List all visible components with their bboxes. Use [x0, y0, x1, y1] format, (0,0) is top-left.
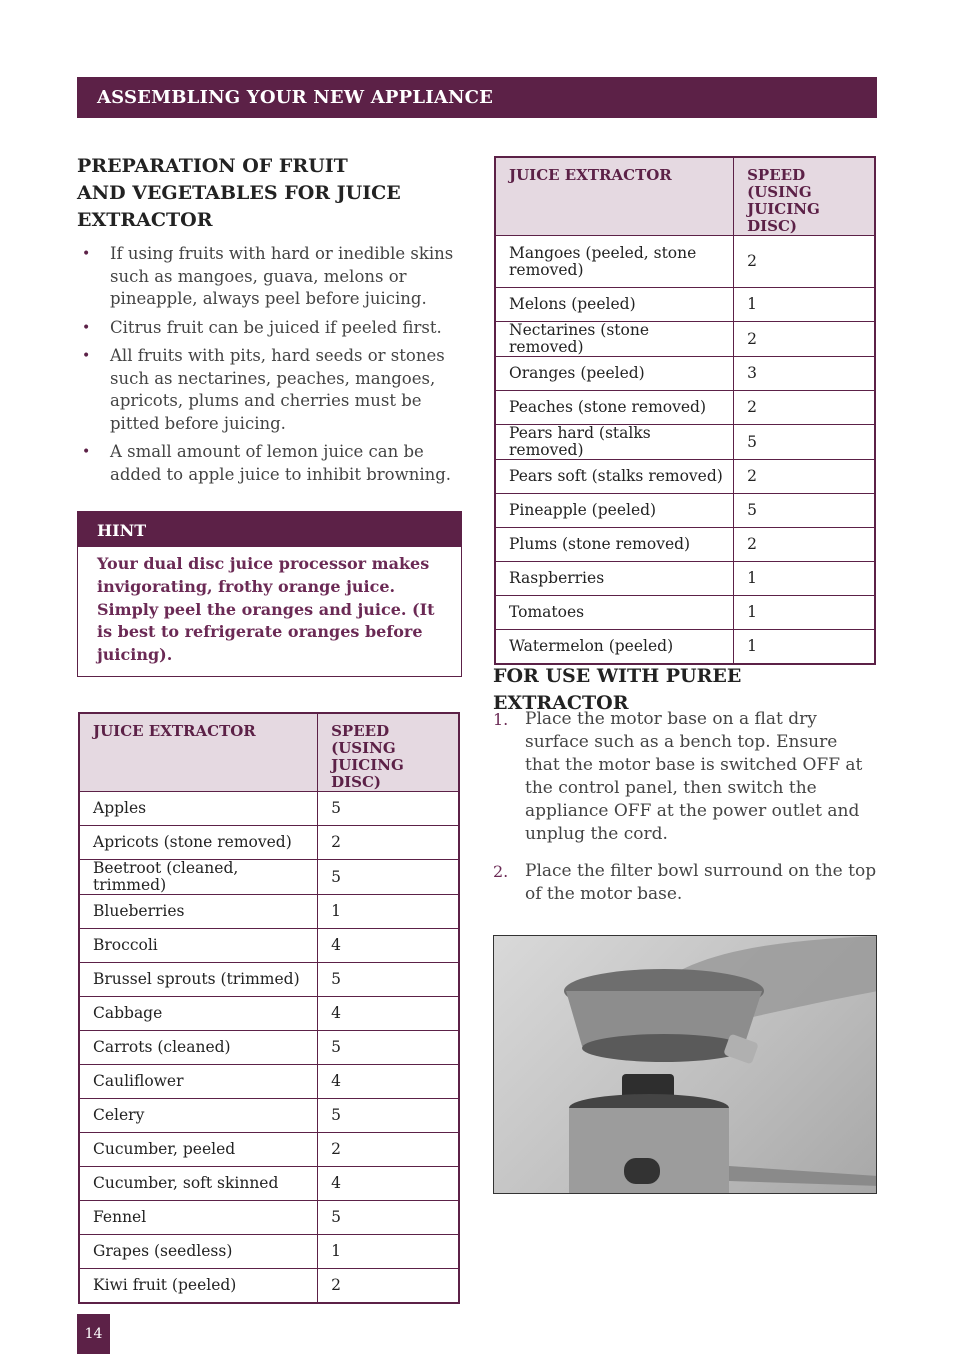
- table-cell-item: Tomatoes: [495, 596, 734, 630]
- table-cell-speed: 4: [318, 1167, 459, 1201]
- table-header-item: JUICE EXTRACTOR: [79, 713, 318, 792]
- table-cell-speed: 2: [318, 1133, 459, 1167]
- table-row: [79, 1099, 459, 1133]
- table-cell-speed: 2: [734, 528, 875, 562]
- table-cell-speed: 4: [318, 929, 459, 963]
- puree-steps: [493, 708, 877, 920]
- hint-box: [77, 511, 462, 677]
- hint-text: Your dual disc juice processor makes invigorating, frothy orange juice. Simply peel the oranges and juice. (It is best to refrigerate oranges before juicing).: [97, 554, 435, 665]
- step-item: [493, 708, 877, 846]
- table-cell-item: Cauliflower: [79, 1065, 318, 1099]
- table-row: [495, 562, 875, 596]
- table-cell-item: Pears soft (stalks removed): [495, 460, 734, 494]
- juice-table-right: [494, 156, 876, 665]
- table-row: [79, 1065, 459, 1099]
- table-cell-item: Cabbage: [79, 997, 318, 1031]
- table-row: [495, 357, 875, 391]
- table-cell-speed: 2: [734, 460, 875, 494]
- table-row: [79, 860, 459, 895]
- prep-heading-line: EXTRACTOR: [77, 209, 213, 231]
- table-cell-item: Apples: [79, 792, 318, 826]
- step-number: 1.: [493, 710, 509, 729]
- table-cell-item: Blueberries: [79, 895, 318, 929]
- table-cell-speed: 5: [734, 494, 875, 528]
- table-cell-item: Plums (stone removed): [495, 528, 734, 562]
- table-row: [495, 596, 875, 630]
- table-row: [495, 630, 875, 664]
- table-row: [79, 792, 459, 826]
- table-cell-item: Watermelon (peeled): [495, 630, 734, 664]
- table-cell-item: Mangoes (peeled, stone removed): [495, 236, 734, 288]
- table-cell-speed: 5: [318, 963, 459, 997]
- table-row: [495, 494, 875, 528]
- table-cell-item: Melons (peeled): [495, 288, 734, 322]
- table-cell-speed: 5: [318, 1099, 459, 1133]
- table-cell-speed: 5: [734, 425, 875, 460]
- prep-heading-line: AND VEGETABLES FOR JUICE: [77, 182, 401, 204]
- table-cell-speed: 1: [318, 895, 459, 929]
- table-cell-item: Peaches (stone removed): [495, 391, 734, 425]
- table-cell-speed: 1: [734, 562, 875, 596]
- table-row: [495, 460, 875, 494]
- prep-bullet-list: [77, 243, 467, 492]
- page-number: 14: [77, 1314, 110, 1354]
- table-header-speed: SPEED (USING JUICING DISC): [734, 157, 875, 236]
- table-header-item: JUICE EXTRACTOR: [495, 157, 734, 236]
- table-row: [79, 1201, 459, 1235]
- table-cell-item: Cucumber, soft skinned: [79, 1167, 318, 1201]
- table-cell-speed: 1: [734, 596, 875, 630]
- table-cell-speed: 2: [318, 826, 459, 860]
- step-number: 2.: [493, 862, 509, 881]
- table-cell-item: Cucumber, peeled: [79, 1133, 318, 1167]
- table-cell-speed: 5: [318, 792, 459, 826]
- table-cell-speed: 2: [734, 322, 875, 357]
- table-row: [495, 236, 875, 288]
- prep-heading: [77, 153, 467, 234]
- section-banner: [77, 77, 877, 118]
- step-text: Place the filter bowl surround on the top of the motor base.: [525, 861, 877, 904]
- hint-title: HINT: [78, 512, 461, 547]
- table-row: [79, 1167, 459, 1201]
- puree-heading: FOR USE WITH PUREE EXTRACTOR: [493, 665, 742, 714]
- table-cell-item: Fennel: [79, 1201, 318, 1235]
- table-cell-speed: 1: [318, 1235, 459, 1269]
- table-row: [79, 1235, 459, 1269]
- table-cell-item: Raspberries: [495, 562, 734, 596]
- table-cell-item: Grapes (seedless): [79, 1235, 318, 1269]
- section-title: ASSEMBLING YOUR NEW APPLIANCE: [97, 87, 494, 108]
- table-row: [79, 826, 459, 860]
- table-cell-item: Brussel sprouts (trimmed): [79, 963, 318, 997]
- prep-heading-line: PREPARATION OF FRUIT: [77, 155, 348, 177]
- table-row: [495, 391, 875, 425]
- table-cell-speed: 1: [734, 630, 875, 664]
- table-cell-item: Celery: [79, 1099, 318, 1133]
- table-cell-speed: 4: [318, 997, 459, 1031]
- table-row: [495, 528, 875, 562]
- table-cell-item: Pineapple (peeled): [495, 494, 734, 528]
- table-cell-item: Nectarines (stone removed): [495, 322, 734, 357]
- bullet-item: • Citrus fruit can be juiced if peeled first.: [77, 317, 467, 340]
- table-row: [79, 1133, 459, 1167]
- table-cell-item: Pears hard (stalks removed): [495, 425, 734, 460]
- table-cell-item: Kiwi fruit (peeled): [79, 1269, 318, 1303]
- table-cell-speed: 3: [734, 357, 875, 391]
- table-cell-item: Broccoli: [79, 929, 318, 963]
- table-row: [79, 997, 459, 1031]
- table-cell-speed: 2: [318, 1269, 459, 1303]
- table-cell-speed: 5: [318, 860, 459, 895]
- table-row: [495, 425, 875, 460]
- table-row: [495, 288, 875, 322]
- bullet-item: • A small amount of lemon juice can be added to apple juice to inhibit browning.: [77, 441, 467, 486]
- step-text: Place the motor base on a flat dry surface such as a bench top. Ensure that the motor base is switched OFF at the control panel, then switch the appliance OFF at the power outlet and unplug the cord.: [525, 709, 863, 844]
- table-row: [79, 895, 459, 929]
- appliance-photo: [493, 935, 877, 1194]
- table-cell-item: Apricots (stone removed): [79, 826, 318, 860]
- bullet-item: • All fruits with pits, hard seeds or stones such as nectarines, peaches, mangoes, apricots, plums and cherries must be pitted before juicing.: [77, 345, 467, 435]
- table-cell-speed: 5: [318, 1201, 459, 1235]
- table-cell-speed: 2: [734, 391, 875, 425]
- table-row: [79, 929, 459, 963]
- table-row: [79, 963, 459, 997]
- table-row: [495, 322, 875, 357]
- table-cell-item: Beetroot (cleaned, trimmed): [79, 860, 318, 895]
- table-cell-item: Oranges (peeled): [495, 357, 734, 391]
- bullet-item: • If using fruits with hard or inedible skins such as mangoes, guava, melons or pineapple, always peel before juicing.: [77, 243, 467, 311]
- table-cell-speed: 1: [734, 288, 875, 322]
- step-item: [493, 860, 877, 906]
- juice-table-left: [78, 712, 460, 1304]
- table-header-speed: SPEED (USING JUICING DISC): [318, 713, 459, 792]
- table-cell-speed: 2: [734, 236, 875, 288]
- table-cell-speed: 5: [318, 1031, 459, 1065]
- table-cell-item: Carrots (cleaned): [79, 1031, 318, 1065]
- appliance-illustration: [494, 936, 877, 1194]
- table-row: [79, 1031, 459, 1065]
- table-cell-speed: 4: [318, 1065, 459, 1099]
- table-row: [79, 1269, 459, 1303]
